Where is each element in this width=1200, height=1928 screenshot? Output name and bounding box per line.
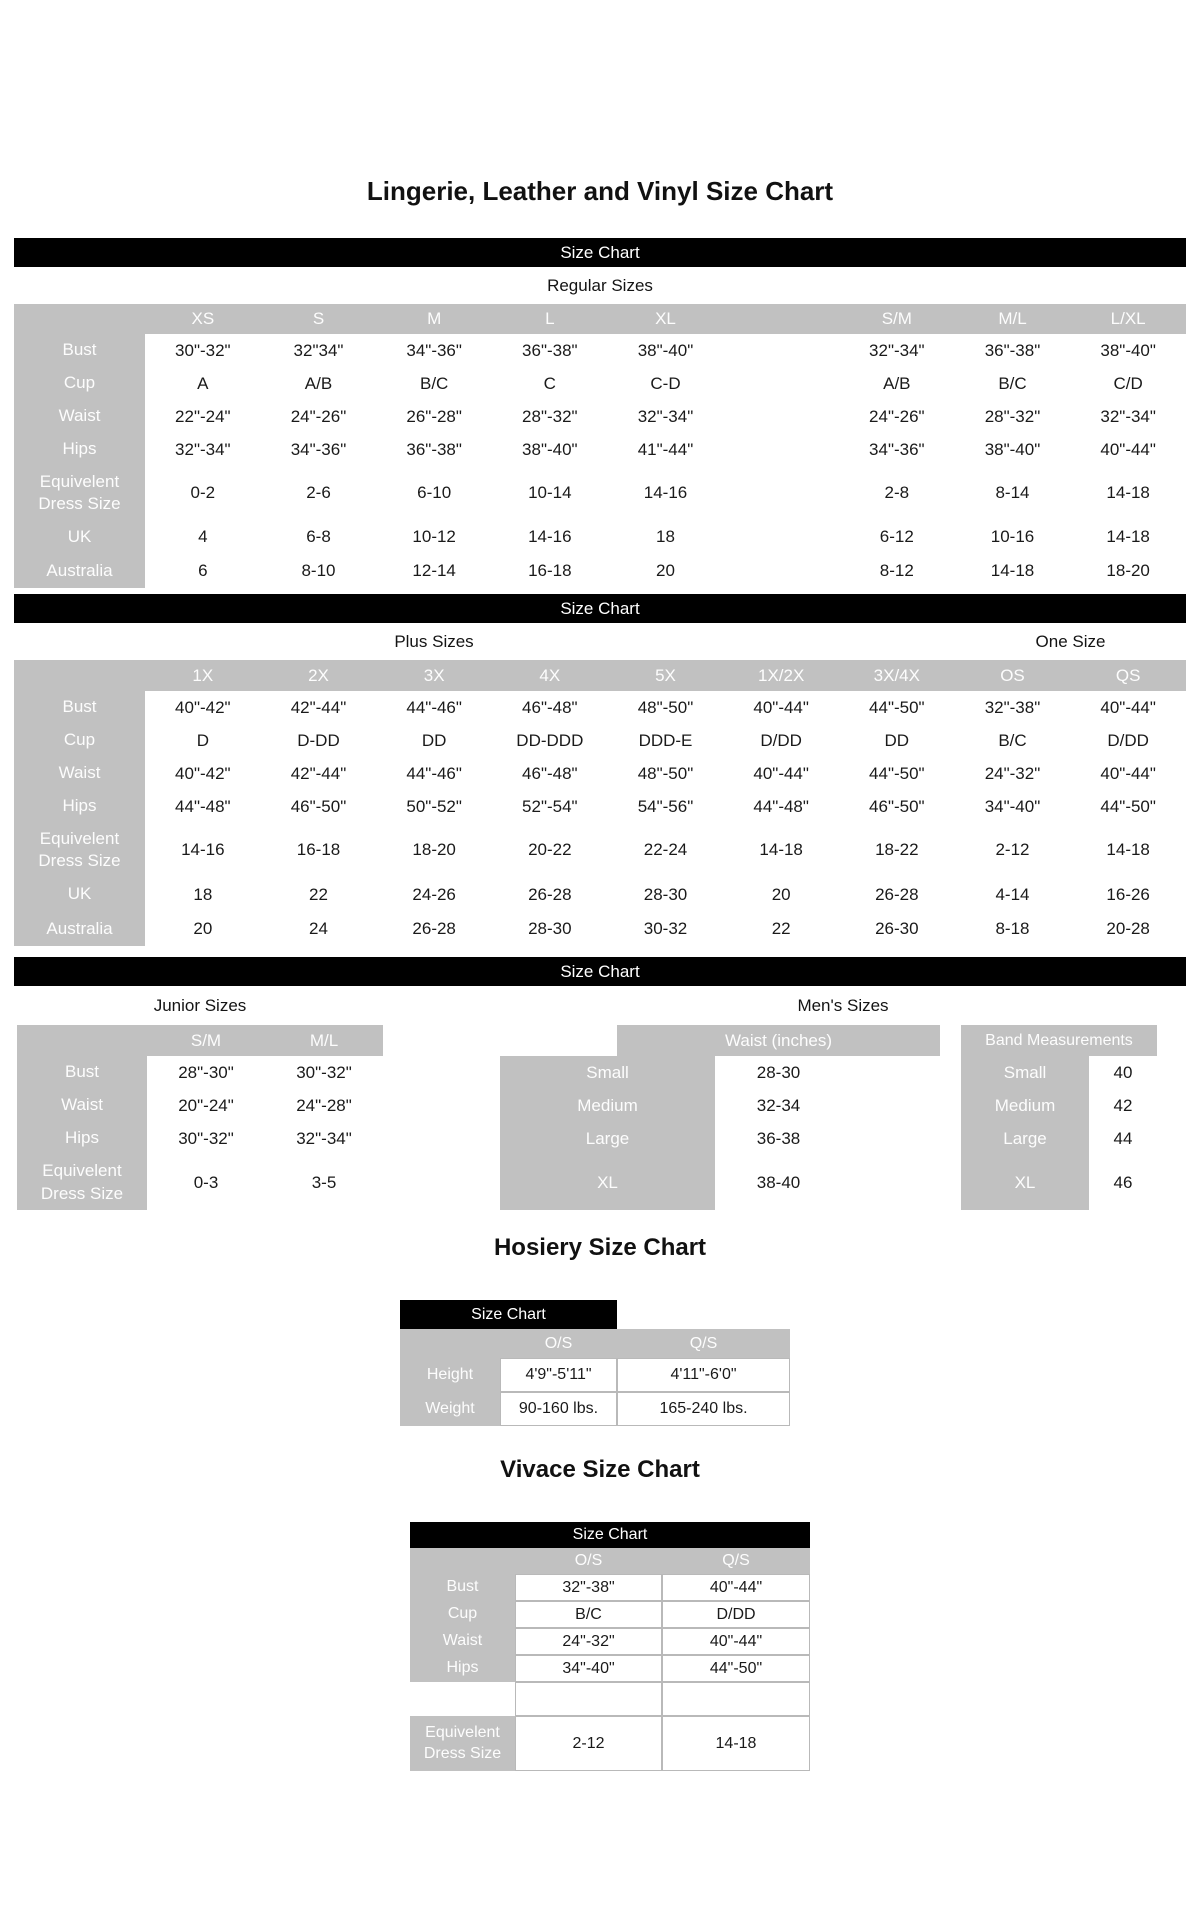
table-cell: 14-16 bbox=[608, 466, 724, 520]
size-chart-bar-regular: Size Chart bbox=[14, 238, 1186, 267]
table-cell: 40"-44" bbox=[1070, 433, 1186, 466]
mens-row-value: 42 bbox=[1113, 1095, 1133, 1115]
table-cell: D/DD bbox=[662, 1601, 810, 1628]
row-label: Bust bbox=[14, 334, 145, 367]
column-header: 1X bbox=[145, 660, 261, 691]
table-cell: 10-14 bbox=[492, 466, 608, 520]
column-header: Q/S bbox=[662, 1548, 810, 1574]
size-chart-bar-hosiery: Size Chart bbox=[400, 1300, 617, 1329]
column-header bbox=[723, 304, 839, 334]
table-cell: 30-32 bbox=[608, 912, 724, 946]
column-header: 3X/4X bbox=[839, 660, 955, 691]
table-cell: 24-26 bbox=[376, 877, 492, 912]
table-cell: 44"-46" bbox=[376, 691, 492, 724]
table-cell: 26-28 bbox=[376, 912, 492, 946]
table-cell: 24"-32" bbox=[955, 757, 1071, 790]
table-cell: 40"-44" bbox=[1070, 691, 1186, 724]
row-label: Bust bbox=[17, 1056, 147, 1089]
table-cell: 24"-26" bbox=[839, 400, 955, 433]
table-cell: 24"-32" bbox=[515, 1628, 662, 1655]
table-cell: 32"-38" bbox=[955, 691, 1071, 724]
mens-row-value: 44 bbox=[1113, 1128, 1133, 1148]
row-label: Equivelent Dress Size bbox=[410, 1716, 515, 1771]
row-label: Cup bbox=[14, 724, 145, 757]
table-cell: 28"-32" bbox=[955, 400, 1071, 433]
row-label: Hips bbox=[14, 790, 145, 823]
table-cell: 28"-30" bbox=[147, 1056, 265, 1089]
table-cell: 8-14 bbox=[955, 466, 1071, 520]
table-cell bbox=[723, 520, 839, 554]
table-cell: 26-28 bbox=[839, 877, 955, 912]
table-cell: 4'11"-6'0" bbox=[617, 1358, 790, 1392]
table-cell: 32"-34" bbox=[608, 400, 724, 433]
table-cell: 30"-32" bbox=[147, 1122, 265, 1155]
table-cell: 54"-56" bbox=[608, 790, 724, 823]
table-cell: 34"-36" bbox=[261, 433, 377, 466]
table-cell bbox=[515, 1682, 662, 1716]
table-cell: 46"-50" bbox=[261, 790, 377, 823]
table-cell bbox=[723, 367, 839, 400]
table-cell: 10-12 bbox=[376, 520, 492, 554]
table-cell: 16-18 bbox=[261, 823, 377, 877]
table-cell bbox=[662, 1682, 810, 1716]
table-cell: DDD-E bbox=[608, 724, 724, 757]
table-cell: 38"-40" bbox=[1070, 334, 1186, 367]
section-label-plus-sizes: Plus Sizes bbox=[394, 632, 474, 651]
table-cell: 24 bbox=[261, 912, 377, 946]
table-cell bbox=[723, 554, 839, 588]
table-cell: 2-12 bbox=[515, 1716, 662, 1771]
table-cell: 38"-40" bbox=[608, 334, 724, 367]
table-cell: 40"-44" bbox=[1070, 757, 1186, 790]
table-cell: 3-5 bbox=[265, 1155, 383, 1210]
row-label: Bust bbox=[410, 1574, 515, 1601]
table-cell: 20 bbox=[608, 554, 724, 588]
table-cell: 26"-28" bbox=[376, 400, 492, 433]
corner-cell bbox=[410, 1548, 515, 1574]
table-cell: 10-16 bbox=[955, 520, 1071, 554]
mens-row-value: 32-34 bbox=[756, 1095, 801, 1115]
row-label: Hips bbox=[14, 433, 145, 466]
row-label: Weight bbox=[400, 1392, 500, 1426]
mens-row-label: XL bbox=[961, 1155, 1089, 1210]
column-header: M/L bbox=[265, 1025, 383, 1056]
section-label-mens-sizes: Men's Sizes bbox=[797, 996, 889, 1015]
table-cell bbox=[723, 400, 839, 433]
column-header: O/S bbox=[515, 1548, 662, 1574]
table-cell bbox=[723, 334, 839, 367]
band-measurements-header: Band Measurements bbox=[961, 1025, 1157, 1056]
table-cell: 38"-40" bbox=[955, 433, 1071, 466]
table-cell: B/C bbox=[955, 367, 1071, 400]
table-cell: 2-12 bbox=[955, 823, 1071, 877]
mens-row-label: Large bbox=[961, 1122, 1089, 1155]
section-label-regular-sizes: Regular Sizes bbox=[547, 276, 653, 295]
table-cell: D bbox=[145, 724, 261, 757]
table-cell: 6-10 bbox=[376, 466, 492, 520]
column-header: OS bbox=[955, 660, 1071, 691]
row-label: UK bbox=[14, 520, 145, 554]
corner-cell bbox=[14, 660, 145, 691]
plus-sizes-table bbox=[14, 660, 1186, 946]
table-cell: D-DD bbox=[261, 724, 377, 757]
table-cell: 34"-40" bbox=[955, 790, 1071, 823]
table-cell: 30"-32" bbox=[145, 334, 261, 367]
table-cell: 30"-32" bbox=[265, 1056, 383, 1089]
mens-row-label: Large bbox=[500, 1122, 715, 1155]
table-cell: 41"-44" bbox=[608, 433, 724, 466]
table-cell: 14-16 bbox=[492, 520, 608, 554]
table-cell: 0-2 bbox=[145, 466, 261, 520]
junior-sizes-table bbox=[17, 1025, 383, 1210]
table-cell: 28-30 bbox=[608, 877, 724, 912]
table-cell: 38"-40" bbox=[492, 433, 608, 466]
table-cell: 24"-28" bbox=[265, 1089, 383, 1122]
column-header: S bbox=[261, 304, 377, 334]
table-cell: D/DD bbox=[1070, 724, 1186, 757]
size-chart-bar-vivace: Size Chart bbox=[410, 1522, 810, 1548]
table-cell: 20"-24" bbox=[147, 1089, 265, 1122]
table-cell: 14-18 bbox=[723, 823, 839, 877]
table-cell: 22-24 bbox=[608, 823, 724, 877]
column-header: XL bbox=[608, 304, 724, 334]
table-cell: 40"-44" bbox=[723, 757, 839, 790]
row-label: Bust bbox=[14, 691, 145, 724]
table-cell: 20 bbox=[145, 912, 261, 946]
mens-row-label: Small bbox=[500, 1056, 715, 1089]
table-cell: 34"-40" bbox=[515, 1655, 662, 1682]
mens-row-label: Medium bbox=[961, 1089, 1089, 1122]
row-label: Hips bbox=[17, 1122, 147, 1155]
table-cell: 44"-50" bbox=[662, 1655, 810, 1682]
vivace-title: Vivace Size Chart bbox=[500, 1456, 700, 1483]
table-cell: 20 bbox=[723, 877, 839, 912]
row-label: Equivelent Dress Size bbox=[14, 466, 145, 520]
table-cell: 40"-42" bbox=[145, 691, 261, 724]
table-cell: 32"-34" bbox=[839, 334, 955, 367]
section-label-junior-sizes: Junior Sizes bbox=[153, 996, 247, 1015]
row-label: Equivelent Dress Size bbox=[17, 1155, 147, 1210]
table-cell: 36"-38" bbox=[955, 334, 1071, 367]
table-cell: 18 bbox=[608, 520, 724, 554]
column-header: 5X bbox=[608, 660, 724, 691]
table-cell: 24"-26" bbox=[261, 400, 377, 433]
mens-row-value: 28-30 bbox=[756, 1062, 801, 1082]
table-cell: 22 bbox=[261, 877, 377, 912]
table-cell: 32"-34" bbox=[1070, 400, 1186, 433]
row-label: Australia bbox=[14, 912, 145, 946]
table-cell: 14-18 bbox=[1070, 823, 1186, 877]
table-cell: 42"-44" bbox=[261, 691, 377, 724]
table-cell: 2-8 bbox=[839, 466, 955, 520]
table-cell: 18-20 bbox=[376, 823, 492, 877]
regular-sizes-table bbox=[14, 304, 1186, 588]
table-cell: A bbox=[145, 367, 261, 400]
size-chart-bar-junior-mens: Size Chart bbox=[14, 957, 1186, 986]
column-header: 3X bbox=[376, 660, 492, 691]
table-cell: 46"-50" bbox=[839, 790, 955, 823]
row-label: Waist bbox=[17, 1089, 147, 1122]
table-cell: 14-18 bbox=[1070, 520, 1186, 554]
table-cell: 14-18 bbox=[662, 1716, 810, 1771]
table-cell: 20-22 bbox=[492, 823, 608, 877]
table-cell: 44"-50" bbox=[839, 757, 955, 790]
table-cell: DD bbox=[839, 724, 955, 757]
table-cell: 46"-48" bbox=[492, 691, 608, 724]
table-cell: 16-26 bbox=[1070, 877, 1186, 912]
mens-row-value: 36-38 bbox=[756, 1128, 801, 1148]
table-cell: 40"-44" bbox=[662, 1628, 810, 1655]
table-cell: 6-8 bbox=[261, 520, 377, 554]
mens-row-value: 46 bbox=[1113, 1172, 1133, 1192]
table-cell: 44"-46" bbox=[376, 757, 492, 790]
table-cell: 18-20 bbox=[1070, 554, 1186, 588]
hosiery-title: Hosiery Size Chart bbox=[493, 1234, 707, 1261]
column-header: Q/S bbox=[617, 1329, 790, 1358]
table-cell: 22 bbox=[723, 912, 839, 946]
table-cell: 8-18 bbox=[955, 912, 1071, 946]
column-header: QS bbox=[1070, 660, 1186, 691]
table-cell: 52"-54" bbox=[492, 790, 608, 823]
table-cell: 44"-50" bbox=[839, 691, 955, 724]
table-cell: 90-160 lbs. bbox=[500, 1392, 617, 1426]
row-label: UK bbox=[14, 877, 145, 912]
table-cell: 26-30 bbox=[839, 912, 955, 946]
table-cell: 44"-50" bbox=[1070, 790, 1186, 823]
row-label: Waist bbox=[14, 400, 145, 433]
table-cell: 46"-48" bbox=[492, 757, 608, 790]
table-cell: 40"-44" bbox=[723, 691, 839, 724]
table-cell bbox=[723, 433, 839, 466]
column-header: S/M bbox=[147, 1025, 265, 1056]
row-label: Waist bbox=[410, 1628, 515, 1655]
column-header: XS bbox=[145, 304, 261, 334]
table-cell: 2-6 bbox=[261, 466, 377, 520]
table-cell: 34"-36" bbox=[376, 334, 492, 367]
mens-row-label: Medium bbox=[500, 1089, 715, 1122]
column-header: 1X/2X bbox=[723, 660, 839, 691]
table-cell: 14-18 bbox=[955, 554, 1071, 588]
table-cell: 42"-44" bbox=[261, 757, 377, 790]
hosiery-table bbox=[400, 1329, 790, 1426]
table-cell: B/C bbox=[515, 1601, 662, 1628]
table-cell bbox=[723, 466, 839, 520]
table-cell: C-D bbox=[608, 367, 724, 400]
table-cell: 8-12 bbox=[839, 554, 955, 588]
table-cell: 22"-24" bbox=[145, 400, 261, 433]
corner-cell bbox=[14, 304, 145, 334]
column-header: S/M bbox=[839, 304, 955, 334]
row-label: Equivelent Dress Size bbox=[14, 823, 145, 877]
table-cell: 50"-52" bbox=[376, 790, 492, 823]
corner-cell bbox=[400, 1329, 500, 1358]
table-cell: 20-28 bbox=[1070, 912, 1186, 946]
table-cell: A/B bbox=[839, 367, 955, 400]
table-cell: 28"-32" bbox=[492, 400, 608, 433]
table-cell: B/C bbox=[955, 724, 1071, 757]
table-cell: 48"-50" bbox=[608, 691, 724, 724]
row-label: Hips bbox=[410, 1655, 515, 1682]
table-cell: 34"-36" bbox=[839, 433, 955, 466]
table-cell: 16-18 bbox=[492, 554, 608, 588]
vivace-table bbox=[410, 1548, 810, 1771]
mens-waist-header: Waist (inches) bbox=[617, 1025, 940, 1056]
table-cell: 32"-34" bbox=[265, 1122, 383, 1155]
table-cell: C/D bbox=[1070, 367, 1186, 400]
table-cell: D/DD bbox=[723, 724, 839, 757]
table-cell: 32"34" bbox=[261, 334, 377, 367]
table-cell: 18-22 bbox=[839, 823, 955, 877]
row-label bbox=[410, 1682, 515, 1716]
size-chart-bar-plus: Size Chart bbox=[14, 594, 1186, 623]
table-cell: 6 bbox=[145, 554, 261, 588]
table-cell: 26-28 bbox=[492, 877, 608, 912]
table-cell: 40"-44" bbox=[662, 1574, 810, 1601]
column-header: L bbox=[492, 304, 608, 334]
row-label: Waist bbox=[14, 757, 145, 790]
table-cell: 14-16 bbox=[145, 823, 261, 877]
table-cell: 14-18 bbox=[1070, 466, 1186, 520]
mens-row-value: 38-40 bbox=[756, 1172, 801, 1192]
table-cell: C bbox=[492, 367, 608, 400]
mens-row-value: 40 bbox=[1113, 1062, 1133, 1082]
table-cell: 40"-42" bbox=[145, 757, 261, 790]
table-cell: 4 bbox=[145, 520, 261, 554]
mens-row-label: Small bbox=[961, 1056, 1089, 1089]
page-title: Lingerie, Leather and Vinyl Size Chart bbox=[366, 176, 834, 206]
column-header: 4X bbox=[492, 660, 608, 691]
column-header: O/S bbox=[500, 1329, 617, 1358]
table-cell: 32"-34" bbox=[145, 433, 261, 466]
table-cell: 18 bbox=[145, 877, 261, 912]
column-header: M bbox=[376, 304, 492, 334]
section-label-one-size: One Size bbox=[1035, 632, 1106, 651]
table-cell: B/C bbox=[376, 367, 492, 400]
table-cell: A/B bbox=[261, 367, 377, 400]
table-cell: 0-3 bbox=[147, 1155, 265, 1210]
row-label: Cup bbox=[410, 1601, 515, 1628]
mens-row-label: XL bbox=[500, 1155, 715, 1210]
column-header: M/L bbox=[955, 304, 1071, 334]
table-cell: 12-14 bbox=[376, 554, 492, 588]
table-cell: 8-10 bbox=[261, 554, 377, 588]
corner-cell bbox=[17, 1025, 147, 1056]
table-cell: 36"-38" bbox=[376, 433, 492, 466]
table-cell: DD bbox=[376, 724, 492, 757]
table-cell: DD-DDD bbox=[492, 724, 608, 757]
column-header: 2X bbox=[261, 660, 377, 691]
table-cell: 44"-48" bbox=[723, 790, 839, 823]
table-cell: 32"-38" bbox=[515, 1574, 662, 1601]
column-header: L/XL bbox=[1070, 304, 1186, 334]
table-cell: 44"-48" bbox=[145, 790, 261, 823]
table-cell: 165-240 lbs. bbox=[617, 1392, 790, 1426]
table-cell: 48"-50" bbox=[608, 757, 724, 790]
table-cell: 6-12 bbox=[839, 520, 955, 554]
row-label: Australia bbox=[14, 554, 145, 588]
row-label: Cup bbox=[14, 367, 145, 400]
table-cell: 4-14 bbox=[955, 877, 1071, 912]
table-cell: 36"-38" bbox=[492, 334, 608, 367]
row-label: Height bbox=[400, 1358, 500, 1392]
table-cell: 4'9"-5'11" bbox=[500, 1358, 617, 1392]
table-cell: 28-30 bbox=[492, 912, 608, 946]
